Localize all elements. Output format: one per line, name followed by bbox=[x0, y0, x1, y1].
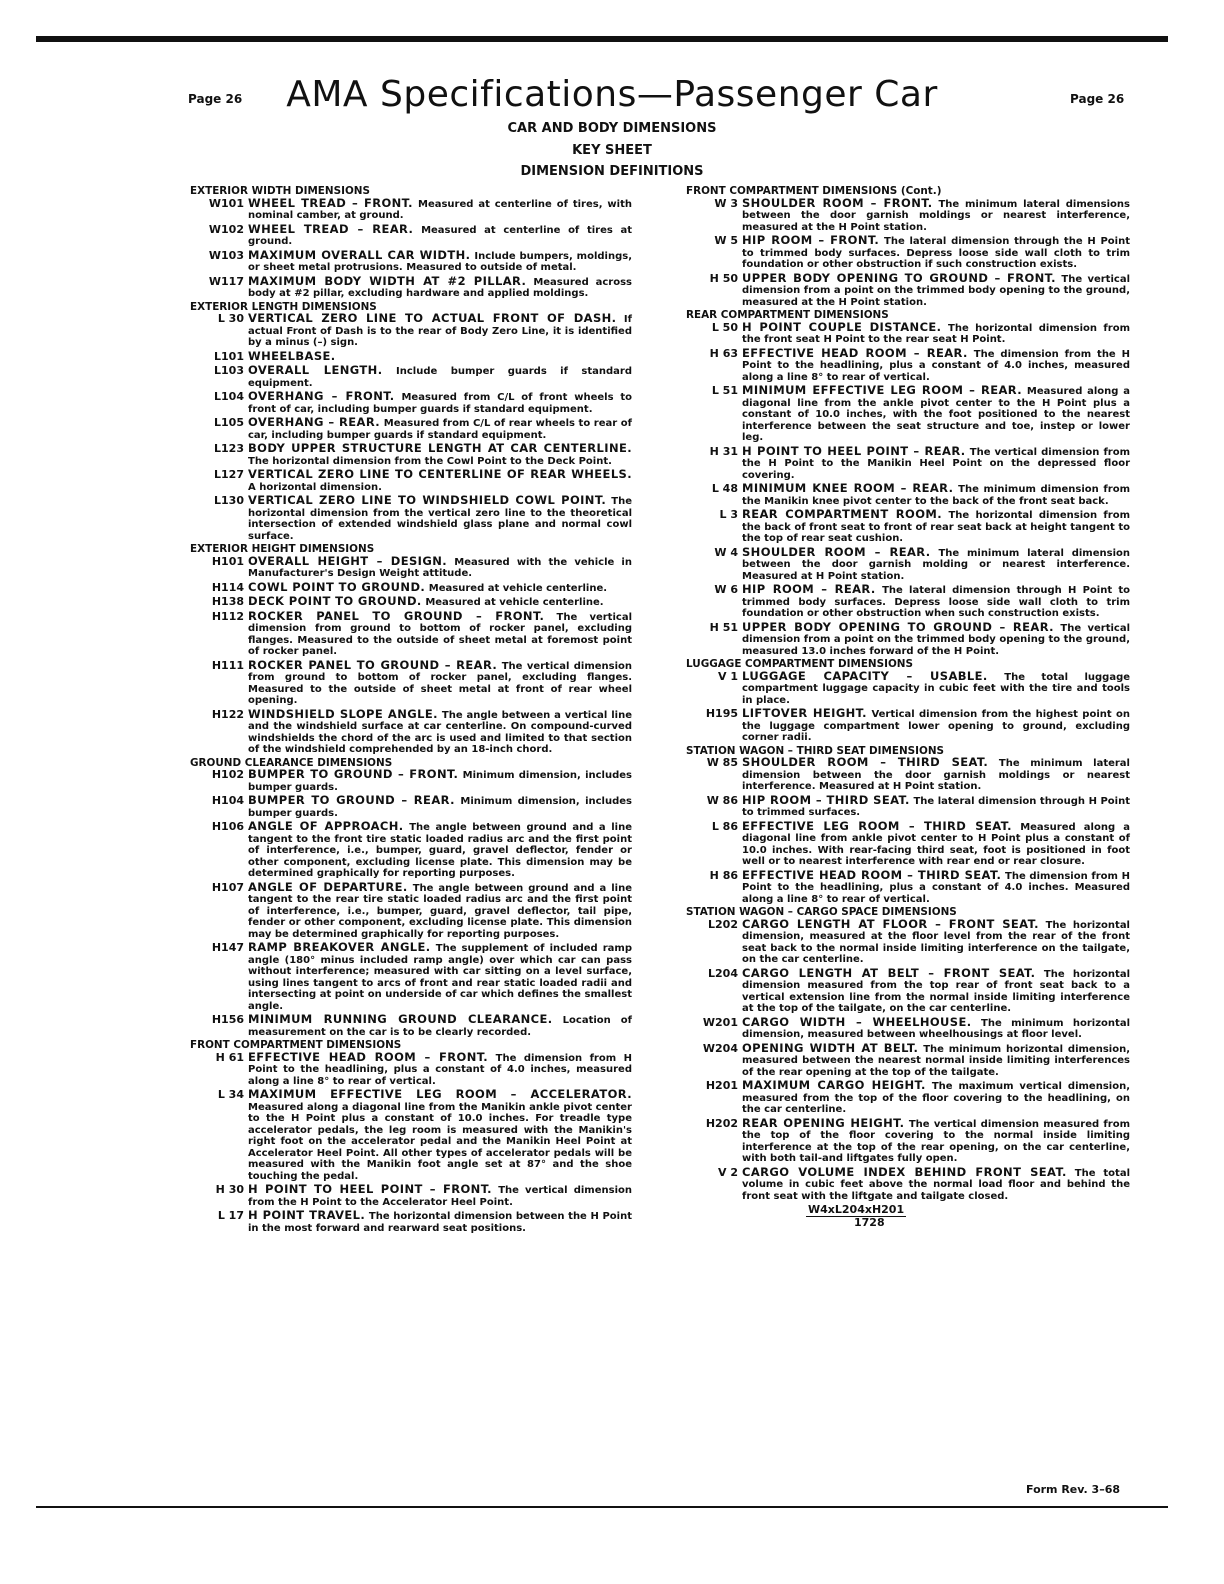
dimension-entry bbox=[190, 657, 633, 707]
dimension-definition bbox=[248, 365, 632, 389]
dimension-description: Measured from C/L of rear wheels to rear of car, including bumper guards if standard equipment. bbox=[248, 418, 632, 441]
dimension-definition bbox=[248, 443, 632, 467]
dimension-description: Measured along a diagonal line from the ankle pivot center to the H Point plus a constant of 10.0 inches, with the foot positioned to the nearest interference between the seat structure and toe, instep or lower leg. bbox=[742, 386, 1130, 443]
dimension-entry bbox=[686, 1164, 1131, 1203]
subtitle-car-body-dimensions: CAR AND BODY DIMENSIONS bbox=[507, 121, 717, 136]
dimension-term: EFFECTIVE HEAD ROOM – REAR. bbox=[742, 345, 968, 360]
dimension-description: The vertical dimension measured from the top of the floor covering to the normal inside limiting interference at the top of the rear opening, on the car centerline, with both tail-and liftgates fully open. bbox=[742, 1118, 1131, 1164]
dimension-code: L123 bbox=[214, 442, 244, 455]
dimension-term: CARGO VOLUME INDEX BEHIND FRONT SEAT. bbox=[742, 1164, 1067, 1179]
dimension-definition bbox=[742, 708, 1130, 744]
dimension-entry bbox=[190, 795, 632, 819]
dimension-term: ROCKER PANEL TO GROUND – REAR. bbox=[248, 657, 498, 672]
dimension-code: L202 bbox=[708, 917, 738, 931]
dimension-definition bbox=[248, 942, 632, 1012]
dimension-definition bbox=[742, 757, 1130, 793]
dimension-entry bbox=[686, 235, 1130, 271]
dimension-entry bbox=[686, 867, 1130, 906]
dimension-description: The angle between ground and a line tangent to the front tire static loaded radius arc and the first point of interference, i.e., bumper, guard, gravel deflector, fender or other component, excluding license plate. This dimension may be determined graphically for reporting purposes. bbox=[248, 822, 632, 879]
dimension-entry bbox=[686, 1080, 1130, 1116]
cargo-volume-formula bbox=[806, 1204, 1130, 1228]
dimension-definition bbox=[742, 867, 1130, 906]
dimension-entry bbox=[190, 469, 632, 493]
dimension-term: OVERHANG – FRONT. bbox=[248, 389, 395, 403]
dimension-description: The horizontal dimension from the Cowl Point to the Deck Point. bbox=[248, 455, 612, 467]
dimension-description: The dimension from the H Point to the headlining, plus a constant of 4.0 inches, measured along a line 8° to rear of vertical. bbox=[742, 348, 1130, 383]
dimension-description: The horizontal dimension from the front seat H Point to the rear seat H Point. bbox=[742, 322, 1131, 345]
dimension-definition bbox=[248, 1210, 632, 1234]
dimension-term: UPPER BODY OPENING TO GROUND – REAR. bbox=[742, 619, 1054, 634]
dimension-code: W117 bbox=[208, 274, 244, 288]
dimension-term: MINIMUM EFFECTIVE LEG ROOM – REAR. bbox=[742, 383, 1022, 397]
dimension-term: BUMPER TO GROUND – REAR. bbox=[248, 793, 455, 807]
subtitle-key-sheet: KEY SHEET bbox=[572, 143, 652, 158]
dimension-entry bbox=[686, 1014, 1130, 1041]
dimension-term: LUGGAGE CAPACITY – USABLE. bbox=[742, 668, 988, 683]
dimension-code: L 30 bbox=[217, 312, 244, 325]
dimension-code: W 86 bbox=[706, 793, 738, 807]
dimension-code: H 51 bbox=[709, 620, 738, 634]
dimension-code: H 86 bbox=[709, 868, 738, 882]
dimension-entry bbox=[190, 348, 632, 364]
dimension-entry bbox=[190, 1210, 632, 1234]
dimension-definition bbox=[248, 391, 632, 415]
dimension-entry bbox=[190, 1049, 632, 1088]
dimension-description: The vertical dimension from a point on the trimmed body opening to the ground, measured at the H Point station. bbox=[742, 273, 1130, 308]
dimension-description: The vertical dimension from the H Point to the Manikin Heel Point on the depressed floor covering. bbox=[742, 446, 1131, 481]
dimension-definition bbox=[248, 657, 633, 707]
formula-denominator: 1728 bbox=[854, 1215, 885, 1229]
dimension-term: SHOULDER ROOM – FRONT. bbox=[742, 195, 933, 210]
dimension-description: The total volume in cubic feet above the normal load floor and behind the front seat with the liftgate and tailgate closed. bbox=[742, 1167, 1131, 1202]
dimension-definition bbox=[742, 792, 1131, 819]
section-heading: EXTERIOR LENGTH DIMENSIONS bbox=[190, 300, 377, 313]
dimension-term: H POINT TRAVEL. bbox=[248, 1208, 366, 1222]
dimension-term: RAMP BREAKOVER ANGLE. bbox=[248, 940, 431, 954]
dimension-definition bbox=[742, 195, 1130, 234]
dimension-code: W 4 bbox=[714, 545, 738, 559]
dimension-description: A horizontal dimension. bbox=[248, 481, 382, 493]
dimension-term: HIP ROOM – THIRD SEAT. bbox=[742, 792, 910, 807]
dimension-entry bbox=[686, 544, 1130, 583]
dimension-definition bbox=[248, 1049, 632, 1088]
dimension-description: The vertical dimension from ground to bottom of rocker panel, excluding flanges. Measured to the outside of sheet metal at foremost point of rocker panel. bbox=[248, 611, 632, 657]
dimension-term: WHEEL TREAD – REAR. bbox=[248, 221, 414, 236]
dimension-entry bbox=[686, 1115, 1131, 1165]
dimension-code: W102 bbox=[208, 222, 244, 236]
dimension-description: Include bumpers, moldings, or sheet metal protrusions. Measured to outside of metal. bbox=[248, 250, 632, 273]
dimension-term: MAXIMUM OVERALL CAR WIDTH. bbox=[248, 247, 471, 262]
dimension-entry bbox=[190, 365, 632, 389]
dimension-entry bbox=[190, 1014, 632, 1038]
dimension-definition bbox=[248, 1184, 632, 1208]
dimension-code: H122 bbox=[211, 707, 244, 721]
dimension-description: Measured along a diagonal line from ankle pivot center to H Point plus a constant of 10.0 inches. With rear-facing third seat, foot is positioned in foot well or to nearest interference with rear end or rear closure. bbox=[742, 821, 1131, 867]
dimension-code: V 1 bbox=[718, 669, 738, 683]
top-rule bbox=[36, 36, 1168, 42]
dimension-code: H101 bbox=[211, 554, 244, 568]
dimension-definition bbox=[248, 221, 632, 248]
dimension-entry bbox=[190, 495, 632, 542]
dimension-code: H111 bbox=[211, 658, 244, 672]
dimension-code: H102 bbox=[211, 768, 244, 781]
dimension-definition bbox=[248, 769, 632, 793]
dimension-code: L105 bbox=[214, 416, 244, 429]
dimension-term: REAR COMPARTMENT ROOM. bbox=[742, 507, 942, 521]
dimension-description: The dimension from H Point to the headlining, plus a constant of 4.0 inches, measured along a line 8° to rear of vertical. bbox=[248, 1052, 632, 1087]
dimension-definition bbox=[248, 821, 632, 880]
dimension-code: H 31 bbox=[709, 444, 738, 458]
dimension-entry bbox=[190, 706, 632, 756]
section-heading: LUGGAGE COMPARTMENT DIMENSIONS bbox=[686, 658, 913, 670]
dimension-term: MAXIMUM CARGO HEIGHT. bbox=[742, 1078, 926, 1092]
dimension-definition bbox=[248, 706, 632, 756]
dimension-definition bbox=[742, 1040, 1131, 1079]
dimension-definition bbox=[742, 509, 1130, 545]
dimension-code: H202 bbox=[705, 1116, 738, 1130]
dimension-definition bbox=[742, 965, 1130, 1015]
dimension-entry bbox=[686, 443, 1131, 482]
dimension-description: The lateral dimension through the H Point to trimmed body surfaces. Depress loose side wall cloth to trim foundation or other obstruction if such construction exists. bbox=[742, 236, 1130, 270]
dimension-definition bbox=[248, 795, 632, 819]
dimension-entry bbox=[190, 553, 632, 580]
dimension-term: SHOULDER ROOM – REAR. bbox=[742, 544, 931, 559]
dimension-term: SHOULDER ROOM – THIRD SEAT. bbox=[742, 755, 989, 769]
dimension-entry bbox=[686, 385, 1130, 444]
dimension-definition bbox=[248, 1014, 632, 1038]
dimension-description: The minimum dimension from the Manikin knee pivot center to the back of the front seat back. bbox=[742, 484, 1131, 507]
dimension-description: The vertical dimension from ground to bottom of rocker panel, excluding flanges. Measured to the outside of sheet metal at front of rear wheel opening. bbox=[248, 660, 633, 706]
dimension-description: The minimum lateral dimension between the door garnish moldings or nearest interference. Measured at H Point station. bbox=[742, 758, 1130, 792]
dimension-term: VERTICAL ZERO LINE TO ACTUAL FRONT OF DASH. bbox=[248, 311, 617, 325]
dimension-code: H 61 bbox=[215, 1050, 244, 1064]
dimension-term: OVERALL HEIGHT – DESIGN. bbox=[248, 553, 447, 568]
dimension-description: Vertical dimension from the highest point on the luggage compartment lower opening to ground, excluding corner radii. bbox=[742, 709, 1130, 743]
dimension-entry bbox=[686, 195, 1130, 234]
dimension-description: The vertical dimension from a point on the trimmed body opening to the ground, measured 13.0 inches forward of the H Point. bbox=[742, 622, 1131, 657]
dimension-definition bbox=[742, 544, 1130, 583]
dimension-definition bbox=[742, 1115, 1131, 1165]
dimension-definition bbox=[742, 668, 1131, 707]
dimension-code: H195 bbox=[705, 707, 738, 720]
dimension-definition bbox=[742, 319, 1131, 346]
section-heading: GROUND CLEARANCE DIMENSIONS bbox=[190, 756, 393, 769]
dimension-term: MAXIMUM BODY WIDTH AT #2 PILLAR. bbox=[248, 273, 527, 288]
dimension-description: Measured at vehicle centerline. bbox=[428, 582, 608, 594]
dimension-entry bbox=[686, 792, 1131, 819]
dimension-definition bbox=[742, 584, 1130, 620]
section-heading: EXTERIOR HEIGHT DIMENSIONS bbox=[190, 543, 375, 555]
dimension-description: Measured from C/L of front wheels to front of car, including bumper guards if standard equipment. bbox=[248, 392, 632, 415]
dimension-entry bbox=[190, 273, 633, 300]
dimension-term: WINDSHIELD SLOPE ANGLE. bbox=[248, 706, 438, 721]
dimension-entry bbox=[686, 916, 1130, 966]
dimension-code: H147 bbox=[211, 941, 244, 954]
dimension-description: Measured across body at #2 pillar, excluding hardware and applied moldings. bbox=[248, 276, 633, 299]
dimension-definition bbox=[742, 345, 1130, 384]
dimension-description: Minimum dimension, includes bumper guards. bbox=[248, 770, 632, 793]
dimension-entry bbox=[686, 319, 1131, 346]
dimension-term: REAR OPENING HEIGHT. bbox=[742, 1115, 905, 1130]
dimension-term: LIFTOVER HEIGHT. bbox=[742, 706, 867, 720]
dimension-term: H POINT TO HEEL POINT – REAR. bbox=[742, 443, 966, 458]
dimension-definition bbox=[248, 879, 632, 941]
dimension-term: OVERALL LENGTH. bbox=[248, 363, 383, 377]
dimension-definition bbox=[742, 818, 1131, 868]
dimension-entry bbox=[190, 608, 632, 658]
dimension-description: The angle between ground and a line tangent to the rear tire static loaded radius arc and the first point of interference, i.e., bumper, guard, gravel deflector, tail pipe, fender or other component, excluding license plate. This dimension may be determined graphically for reporting purposes. bbox=[248, 882, 632, 940]
page-number-left: Page 26 bbox=[188, 92, 243, 106]
formula-numerator: W4xL204xH201 bbox=[808, 1203, 905, 1216]
dimension-term: OVERHANG – REAR. bbox=[248, 415, 381, 429]
dimension-definition bbox=[248, 469, 632, 493]
dimension-definition bbox=[742, 235, 1130, 271]
dimension-code: H106 bbox=[211, 820, 244, 833]
dimension-term: CARGO LENGTH AT FLOOR – FRONT SEAT. bbox=[742, 916, 1039, 931]
dimension-entry bbox=[190, 221, 632, 248]
left-column bbox=[190, 185, 632, 1236]
dimension-term: OPENING WIDTH AT BELT. bbox=[742, 1040, 919, 1055]
dimension-definition bbox=[742, 1080, 1130, 1116]
dimension-description: Measured at vehicle centerline. bbox=[425, 597, 604, 608]
dimension-definition bbox=[742, 270, 1130, 309]
dimension-definition bbox=[742, 443, 1131, 482]
dimension-term: ANGLE OF APPROACH. bbox=[248, 819, 404, 833]
dimension-entry bbox=[190, 1184, 632, 1208]
dimension-entry bbox=[190, 313, 632, 349]
section-heading: REAR COMPARTMENT DIMENSIONS bbox=[686, 309, 889, 321]
dimension-code: L 34 bbox=[217, 1088, 244, 1101]
dimension-description: Measured at centerline of tires at ground. bbox=[248, 224, 632, 247]
dimension-term: H POINT TO HEEL POINT – FRONT. bbox=[248, 1182, 492, 1196]
dimension-entry bbox=[190, 195, 632, 222]
dimension-code: H 50 bbox=[709, 271, 738, 285]
dimension-term: MINIMUM RUNNING GROUND CLEARANCE. bbox=[248, 1012, 553, 1026]
dimension-entry bbox=[190, 443, 632, 467]
dimension-entry bbox=[190, 769, 632, 793]
dimension-term: WHEELBASE. bbox=[248, 348, 336, 363]
dimension-definition bbox=[248, 313, 632, 349]
dimension-term: COWL POINT TO GROUND. bbox=[248, 579, 426, 594]
dimension-definition bbox=[742, 1164, 1131, 1203]
dimension-definition bbox=[742, 385, 1130, 444]
dimension-definition bbox=[248, 596, 632, 609]
dimension-description: The minimum lateral dimension between the door garnish molding or nearest interference. Measured at H Point station. bbox=[742, 547, 1130, 582]
dimension-term: EFFECTIVE HEAD ROOM – FRONT. bbox=[248, 1049, 489, 1064]
dimension-code: H112 bbox=[211, 609, 244, 623]
page-number-right: Page 26 bbox=[1070, 92, 1125, 106]
dimension-term: CARGO WIDTH – WHEELHOUSE. bbox=[742, 1014, 972, 1029]
dimension-entry bbox=[686, 345, 1130, 384]
dimension-entry bbox=[190, 247, 632, 274]
dimension-entry bbox=[190, 596, 632, 609]
dimension-definition bbox=[248, 553, 632, 580]
dimension-definition bbox=[248, 417, 632, 441]
section-heading: FRONT COMPARTMENT DIMENSIONS bbox=[190, 1039, 402, 1051]
dimension-description: Measured along a diagonal line from the Manikin ankle pivot center to the H Point plus a constant of 10.0 inches. For treadle type accelerator pedals, the leg room is measured with the Manikin's right foot on the accelerator pedal and the Manikin Heel Point at Accelerator Heel Point. All other types of accelerator pedals will be measured with the Manikin foot angle set at 87° and the shoe touching the pedal. bbox=[248, 1101, 632, 1182]
dimension-description: The supplement of included ramp angle (180° minus included ramp angle) over which car can pass without interference; measured with car sitting on a level surface, using lines tangent to arcs of front and rear static loaded radii and intersecting at point on underside of car which defines the smallest angle. bbox=[248, 943, 633, 1012]
dimension-description: Measured at centerline of tires, with nominal camber, at ground. bbox=[248, 198, 632, 221]
dimension-description: Location of measurement on the car is to be clearly recorded. bbox=[248, 1015, 632, 1038]
section-heading: STATION WAGON – CARGO SPACE DIMENSIONS bbox=[686, 906, 957, 918]
dimension-definition bbox=[248, 579, 632, 595]
dimension-description: Measured with the vehicle in Manufacturer's Design Weight attitude. bbox=[248, 556, 632, 579]
dimension-term: ROCKER PANEL TO GROUND – FRONT. bbox=[248, 608, 545, 623]
dimension-code: W201 bbox=[702, 1015, 738, 1029]
dimension-code: L204 bbox=[708, 966, 738, 980]
dimension-code: W103 bbox=[208, 248, 244, 262]
dimension-code: H138 bbox=[211, 595, 244, 608]
dimension-definition bbox=[248, 273, 633, 300]
dimension-description: Minimum dimension, includes bumper guards. bbox=[248, 796, 632, 819]
dimension-definition bbox=[248, 495, 632, 542]
dimension-description: The dimension from H Point to the headlining, plus a constant of 4.0 inches. Measured along a line 8° to rear of vertical. bbox=[742, 870, 1130, 905]
dimension-description: The horizontal dimension, measured at the floor level from the rear of the front seat back to the normal inside limiting interference on the tailgate, on the car centerline. bbox=[742, 919, 1130, 965]
dimension-code: H156 bbox=[211, 1013, 244, 1026]
dimension-description: If actual Front of Dash is to the rear of Body Zero Line, it is identified by a minus (–) sign. bbox=[248, 314, 632, 348]
dimension-entry bbox=[190, 1089, 632, 1182]
dimension-code: H 30 bbox=[215, 1183, 244, 1196]
dimension-description: The horizontal dimension measured from the top rear of front seat back to a vertical extension line from the normal inside limiting interference at the top of the tailgate, on the car centerline. bbox=[742, 968, 1130, 1014]
dimension-description: The horizontal dimension from the vertical zero line to the theoretical intersection of extended windshield glass plane and normal cowl surface. bbox=[248, 496, 632, 542]
dimension-description: The horizontal dimension from the back of front seat to front of rear seat back at height tangent to the top of rear seat cushion. bbox=[742, 510, 1130, 544]
dimension-entry bbox=[190, 417, 632, 441]
dimension-description: The lateral dimension through H Point to trimmed body surfaces. Depress loose side wall cloth to trim foundation or other obstruction when such construction exists. bbox=[742, 585, 1130, 619]
dimension-description: The maximum vertical dimension, measured from the top of the floor covering to the headlining, on the car centerline. bbox=[742, 1081, 1130, 1115]
dimension-description: The minimum lateral dimensions between the door garnish moldings or nearest interference, measured at the H Point station. bbox=[742, 198, 1130, 233]
dimension-entry bbox=[686, 584, 1130, 620]
dimension-definition bbox=[742, 483, 1130, 507]
dimension-code: W 85 bbox=[706, 756, 738, 769]
dimension-term: DECK POINT TO GROUND. bbox=[248, 594, 422, 608]
section-heading: FRONT COMPARTMENT DIMENSIONS (Cont.) bbox=[686, 185, 942, 197]
dimension-entry bbox=[686, 1040, 1131, 1079]
dimension-code: L 50 bbox=[711, 320, 738, 334]
dimension-term: MINIMUM KNEE ROOM – REAR. bbox=[742, 481, 954, 495]
dimension-code: V 2 bbox=[718, 1165, 738, 1179]
right-column bbox=[686, 185, 1130, 1228]
dimension-term: CARGO LENGTH AT BELT – FRONT SEAT. bbox=[742, 965, 1036, 980]
dimension-entry bbox=[190, 942, 632, 1012]
dimension-definition bbox=[742, 916, 1130, 966]
dimension-code: W101 bbox=[208, 196, 244, 210]
dimension-description: The angle between a vertical line and the windshield surface at car centerline. On compound-curved windshields the chord of the arc is used and limited to that section of the windshield comprehended by an 18-inch chord. bbox=[248, 709, 632, 755]
dimension-term: WHEEL TREAD – FRONT. bbox=[248, 195, 413, 210]
dimension-term: VERTICAL ZERO LINE TO CENTERLINE OF REAR WHEELS. bbox=[248, 467, 632, 481]
dimension-entry bbox=[686, 818, 1131, 868]
dimension-term: HIP ROOM – REAR. bbox=[742, 582, 876, 596]
page-title: AMA Specifications—Passenger Car bbox=[286, 74, 938, 115]
dimension-definition bbox=[248, 608, 632, 658]
dimension-description: The vertical dimension from the H Point to the Accelerator Heel Point. bbox=[248, 1185, 632, 1208]
section-heading: STATION WAGON – THIRD SEAT DIMENSIONS bbox=[686, 744, 945, 757]
dimension-code: H107 bbox=[211, 880, 244, 894]
dimension-code: H114 bbox=[211, 580, 244, 594]
section-heading: EXTERIOR WIDTH DIMENSIONS bbox=[190, 185, 370, 197]
dimension-entry bbox=[190, 821, 632, 880]
dimension-definition bbox=[248, 1089, 632, 1182]
dimension-code: L101 bbox=[214, 349, 244, 363]
dimension-entry bbox=[686, 509, 1130, 545]
dimension-term: MAXIMUM EFFECTIVE LEG ROOM – ACCELERATOR. bbox=[248, 1087, 632, 1101]
dimension-code: L127 bbox=[214, 468, 244, 481]
dimension-term: H POINT COUPLE DISTANCE. bbox=[742, 319, 942, 334]
dimension-term: HIP ROOM – FRONT. bbox=[742, 233, 880, 247]
dimension-code: W 3 bbox=[714, 196, 738, 210]
dimension-entry bbox=[686, 668, 1131, 707]
dimension-code: L103 bbox=[214, 364, 244, 377]
dimension-code: L104 bbox=[214, 390, 244, 403]
dimension-description: The minimum horizontal dimension, measured between the nearest normal inside limiting interferences of the rear opening at the top of the tailgate. bbox=[742, 1043, 1131, 1078]
dimension-code: L 3 bbox=[719, 508, 738, 521]
dimension-description: The minimum horizontal dimension, measured between wheelhousings at floor level. bbox=[742, 1017, 1130, 1040]
dimension-code: L 86 bbox=[711, 819, 738, 833]
dimension-definition bbox=[248, 247, 632, 274]
form-revision: Form Rev. 3–68 bbox=[1026, 1483, 1121, 1496]
dimension-entry bbox=[686, 483, 1130, 507]
dimension-term: ANGLE OF DEPARTURE. bbox=[248, 879, 408, 894]
dimension-definition bbox=[248, 195, 632, 222]
dimension-description: The horizontal dimension between the H Point in the most forward and rearward seat positions. bbox=[248, 1211, 632, 1234]
dimension-code: L 51 bbox=[711, 384, 738, 397]
dimension-definition bbox=[742, 1014, 1130, 1041]
dimension-entry bbox=[686, 619, 1131, 658]
dimension-definition bbox=[248, 348, 632, 364]
dimension-code: W204 bbox=[702, 1041, 738, 1055]
dimension-entry bbox=[190, 579, 632, 595]
dimension-entry bbox=[190, 879, 632, 941]
dimension-entry bbox=[686, 708, 1130, 744]
dimension-description: The total luggage compartment luggage capacity in cubic feet with the tire and tools in place. bbox=[742, 671, 1131, 706]
subtitle-dimension-definitions: DIMENSION DEFINITIONS bbox=[520, 164, 704, 179]
dimension-entry bbox=[686, 965, 1130, 1015]
dimension-term: BODY UPPER STRUCTURE LENGTH AT CAR CENTERLINE. bbox=[248, 441, 632, 455]
dimension-code: W 5 bbox=[714, 234, 738, 247]
dimension-code: L 48 bbox=[711, 482, 738, 495]
dimension-term: EFFECTIVE HEAD ROOM – THIRD SEAT. bbox=[742, 867, 1002, 882]
dimension-entry bbox=[686, 270, 1130, 309]
dimension-entry bbox=[190, 391, 632, 415]
dimension-entry bbox=[686, 757, 1130, 793]
dimension-code: W 6 bbox=[714, 583, 738, 596]
dimension-description: Include bumper guards if standard equipment. bbox=[248, 366, 632, 389]
dimension-code: L 17 bbox=[217, 1209, 244, 1222]
dimension-term: VERTICAL ZERO LINE TO WINDSHIELD COWL POINT. bbox=[248, 493, 607, 507]
dimension-definition bbox=[742, 619, 1131, 658]
dimension-code: H 63 bbox=[709, 346, 738, 360]
dimension-description: The lateral dimension through H Point to trimmed surfaces. bbox=[742, 795, 1131, 818]
dimension-term: UPPER BODY OPENING TO GROUND – FRONT. bbox=[742, 270, 1056, 285]
dimension-term: BUMPER TO GROUND – FRONT. bbox=[248, 767, 459, 781]
dimension-code: H104 bbox=[211, 794, 244, 807]
bottom-rule bbox=[36, 1506, 1168, 1508]
dimension-term: EFFECTIVE LEG ROOM – THIRD SEAT. bbox=[742, 818, 1012, 833]
dimension-code: L130 bbox=[214, 494, 244, 507]
dimension-code: H201 bbox=[705, 1079, 738, 1092]
